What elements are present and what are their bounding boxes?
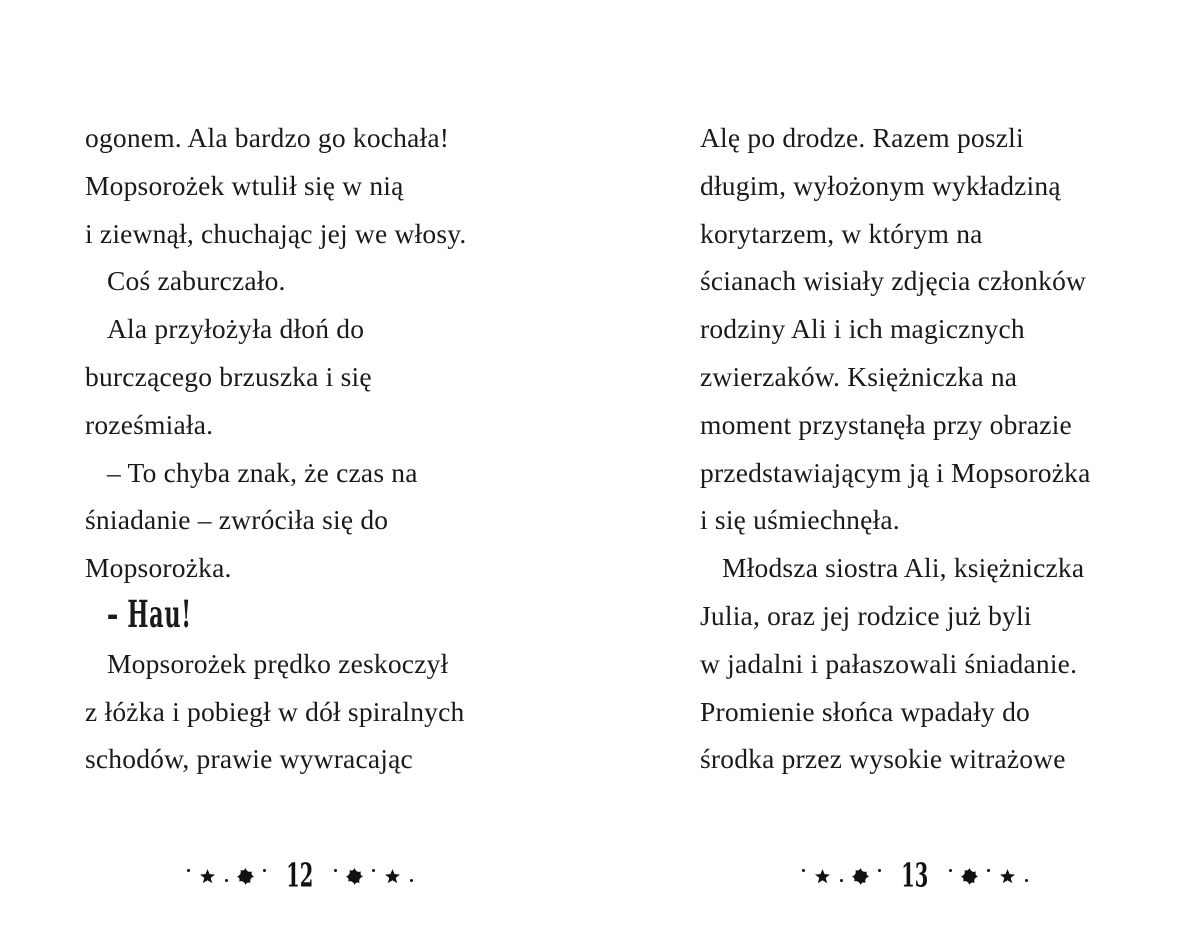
text-line: ogonem. Ala bardzo go kochała!	[85, 122, 450, 153]
text-line: Młodsza siostra Ali, księżniczka	[722, 552, 1085, 584]
page-footer-left	[85, 852, 515, 900]
dot-icon	[840, 879, 843, 882]
page-footer-right	[700, 852, 1130, 900]
dot-icon	[410, 879, 413, 882]
text-line: Mopsorożek prędko zeskoczył	[107, 647, 449, 679]
text-line: i się uśmiechnęła.	[700, 504, 900, 536]
text-line: Coś zaburczało.	[107, 265, 286, 297]
text-line: w jadalni i pałaszowali śniadanie.	[700, 647, 1078, 679]
quatrefoil-icon	[852, 868, 869, 885]
text-line: długim, wyłożonym wykładziną	[700, 169, 1061, 201]
text-line: śniadanie – zwróciła się do	[85, 504, 389, 536]
star-icon	[384, 868, 401, 885]
text-line: z łóżka i pobiegł w dół spiralnych	[85, 695, 465, 727]
dot-icon	[949, 869, 952, 872]
text-line: zwierzaków. Księżniczka na	[700, 360, 1018, 392]
page-number: 12	[286, 857, 314, 895]
quatrefoil-icon	[346, 868, 363, 885]
text-line: moment przystanęła przy obrazie	[700, 408, 1072, 440]
text-line: – To chyba znak, że czas na	[107, 456, 418, 488]
text-line: korytarzem, w którym na	[700, 217, 983, 249]
text-line: schodów, prawie wywracając	[85, 743, 413, 775]
text-line: rodziny Ali i ich magicznych	[700, 313, 1025, 345]
hau-text: – Hau!	[107, 592, 192, 637]
page-number: 13	[901, 857, 929, 895]
dot-icon	[187, 869, 190, 872]
text-line: Ala przyłożyła dłoń do	[107, 313, 365, 345]
text-line: i ziewnął, chuchając jej we włosy.	[85, 217, 467, 249]
star-icon	[199, 868, 216, 885]
text-line: Julia, oraz jej rodzice już byli	[700, 599, 1032, 631]
dot-icon	[263, 869, 266, 872]
star-icon	[999, 868, 1016, 885]
text-line: przedstawiającym ją i Mopsorożka	[700, 456, 1091, 488]
page-left-text	[85, 114, 525, 783]
text-line: środka przez wysokie witrażowe	[700, 743, 1066, 775]
page-right-text	[700, 114, 1140, 783]
dot-icon	[987, 869, 990, 872]
star-icon	[814, 868, 831, 885]
text-line: Alę po drodze. Razem poszli	[700, 122, 1024, 153]
text-line: ścianach wisiały zdjęcia członków	[700, 265, 1087, 297]
dot-icon	[802, 869, 805, 872]
dot-icon	[1025, 879, 1028, 882]
dot-icon	[225, 879, 228, 882]
text-line: burczącego brzuszka i się	[85, 360, 372, 392]
text-line: Mopsorożka.	[85, 552, 232, 584]
text-line: roześmiała.	[85, 408, 214, 440]
dot-icon	[372, 869, 375, 872]
dot-icon	[878, 869, 881, 872]
hau-exclamation-line	[85, 592, 525, 640]
quatrefoil-icon	[237, 868, 254, 885]
text-line: Mopsorożek wtulił się w nią	[85, 169, 404, 201]
quatrefoil-icon	[961, 868, 978, 885]
dot-icon	[334, 869, 337, 872]
text-line: Promienie słońca wpadały do	[700, 695, 1030, 727]
